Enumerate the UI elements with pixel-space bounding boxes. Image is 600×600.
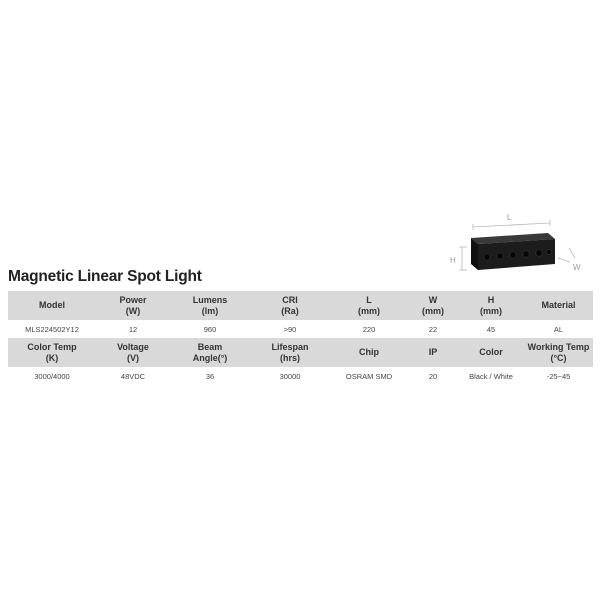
spec-value-row-2 bbox=[8, 367, 593, 385]
header-width: W (mm) bbox=[408, 291, 458, 320]
width-label: W bbox=[573, 263, 581, 272]
spec-value-row-1 bbox=[8, 320, 593, 338]
value-color: Black / White bbox=[458, 367, 524, 385]
value-voltage: 48VDC bbox=[96, 367, 170, 385]
product-dimension-illustration bbox=[445, 208, 585, 278]
value-lifespan: 30000 bbox=[250, 367, 330, 385]
value-model: MLS224502Y12 bbox=[8, 320, 96, 338]
height-dimension bbox=[459, 247, 467, 270]
value-power: 12 bbox=[96, 320, 170, 338]
header-working-temp: Working Temp (°C) bbox=[524, 338, 593, 367]
header-voltage: Voltage (V) bbox=[96, 338, 170, 367]
value-width: 22 bbox=[408, 320, 458, 338]
value-ip: 20 bbox=[408, 367, 458, 385]
linear-spot-light-icon bbox=[471, 233, 555, 270]
header-model: Model bbox=[8, 291, 96, 320]
header-lumens: Lumens (lm) bbox=[170, 291, 250, 320]
header-material: Material bbox=[524, 291, 593, 320]
spec-table bbox=[8, 291, 593, 385]
height-label: H bbox=[450, 256, 456, 265]
value-material: AL bbox=[524, 320, 593, 338]
value-cri: >90 bbox=[250, 320, 330, 338]
value-lumens: 960 bbox=[170, 320, 250, 338]
spec-header-row-1 bbox=[8, 291, 593, 320]
header-beam-angle: Beam Angle(°) bbox=[170, 338, 250, 367]
value-height: 45 bbox=[458, 320, 524, 338]
spec-header-row-2 bbox=[8, 338, 593, 367]
length-label: L bbox=[507, 213, 512, 222]
value-chip: OSRAM SMD bbox=[330, 367, 408, 385]
width-dimension bbox=[558, 248, 575, 262]
product-title: Magnetic Linear Spot Light bbox=[8, 268, 202, 285]
header-chip: Chip bbox=[330, 338, 408, 367]
value-beam-angle: 36 bbox=[170, 367, 250, 385]
header-power: Power (W) bbox=[96, 291, 170, 320]
value-color-temp: 3000/4000 bbox=[8, 367, 96, 385]
length-dimension bbox=[473, 220, 550, 230]
value-working-temp: -25~45 bbox=[524, 367, 593, 385]
header-height: H (mm) bbox=[458, 291, 524, 320]
header-ip: IP bbox=[408, 338, 458, 367]
header-color-temp: Color Temp (K) bbox=[8, 338, 96, 367]
header-lifespan: Lifespan (hrs) bbox=[250, 338, 330, 367]
value-length: 220 bbox=[330, 320, 408, 338]
header-length: L (mm) bbox=[330, 291, 408, 320]
header-color: Color bbox=[458, 338, 524, 367]
header-cri: CRI (Ra) bbox=[250, 291, 330, 320]
